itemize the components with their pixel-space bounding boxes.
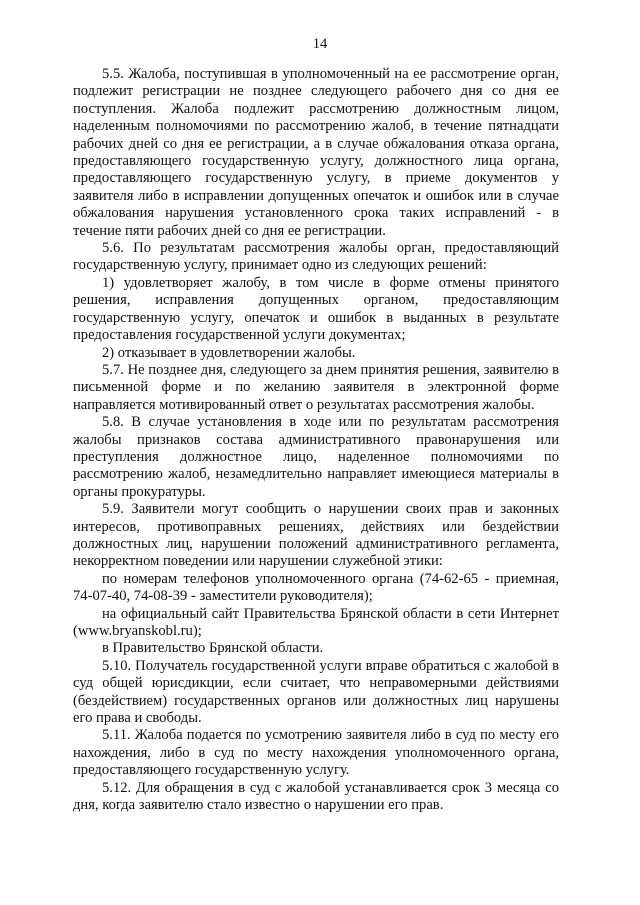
- paragraph-5-11: 5.11. Жалоба подается по усмотрению заявителя либо в суд по месту его нахождения, либо в суд по месту нахождения уполномоченного органа, предоставляющего государственную услугу.: [73, 727, 559, 779]
- paragraph-5-8: 5.8. В случае установления в ходе или по результатам рассмотрения жалобы признаков состава административного правонарушения или преступления должностное лицо, наделенное полномочиями по рассмотрению жалоб, незамедлительно направляет имеющиеся материалы в органы прокуратуры.: [73, 414, 559, 500]
- paragraph-5-9: 5.9. Заявители могут сообщить о нарушении своих прав и законных интересов, противоправных решениях, действиях или бездействии должностных лиц, нарушении положений административного регламента, некорректном поведении или нарушении служебной этики:: [73, 501, 559, 570]
- paragraph-5-9-website: на официальный сайт Правительства Брянской области в сети Интернет (www.bryanskobl.ru);: [73, 605, 559, 639]
- page-number: 14: [312, 36, 328, 52]
- paragraph-5-5: 5.5. Жалоба, поступившая в уполномоченный на ее рассмотрение орган, подлежит регистрации не позднее следующего рабочего дня со дня ее поступления. Жалоба подлежит рассмотрению должностным лицом, наделенным полномочиями по рассмотрению жалоб, в течение пятнадцати рабочих дней со дня ее регистрации, а в случае обжалования отказа органа, предоставляющего государственную услугу, должностного лица органа, предоставляющего государственную услугу, в приеме документов у заявителя либо в исправлении допущенных опечаток и ошибок или в случае обжалования нарушения установленного срока таких исправлений - в течение пяти рабочих дней со дня ее регистрации.: [73, 66, 559, 239]
- paragraph-5-6-item-1: 1) удовлетворяет жалобу, в том числе в форме отмены принятого решения, исправления допущенных органом, предоставляющим государственную услугу, опечаток и ошибок в выданных в результате предоставления государственной услуги документах;: [73, 274, 559, 344]
- paragraph-5-9-phones: по номерам телефонов уполномоченного органа (74-62-65 - приемная, 74-07-40, 74-08-39 - заместители руководителя);: [73, 570, 559, 605]
- document-body: [73, 66, 559, 814]
- paragraph-5-6-item-2: 2) отказывает в удовлетворении жалобы.: [102, 344, 356, 361]
- paragraph-5-12: 5.12. Для обращения в суд с жалобой устанавливается срок 3 месяца со дня, когда заявителю стало известно о нарушении его прав.: [73, 779, 559, 814]
- paragraph-5-10: 5.10. Получатель государственной услуги вправе обратиться с жалобой в суд общей юрисдикции, если считает, что неправомерными действиями (бездействием) государственных органов или должностных лиц нарушены его права и свободы.: [73, 657, 559, 727]
- paragraph-5-6: 5.6. По результатам рассмотрения жалобы орган, предоставляющий государственную услугу, принимает одно из следующих решений:: [73, 240, 559, 274]
- paragraph-5-9-government: в Правительство Брянской области.: [102, 640, 324, 657]
- paragraph-5-7: 5.7. Не позднее дня, следующего за днем принятия решения, заявителю в письменной форме и по желанию заявителя в электронной форме направляется мотивированный ответ о результатах рассмотрения жалобы.: [73, 361, 559, 413]
